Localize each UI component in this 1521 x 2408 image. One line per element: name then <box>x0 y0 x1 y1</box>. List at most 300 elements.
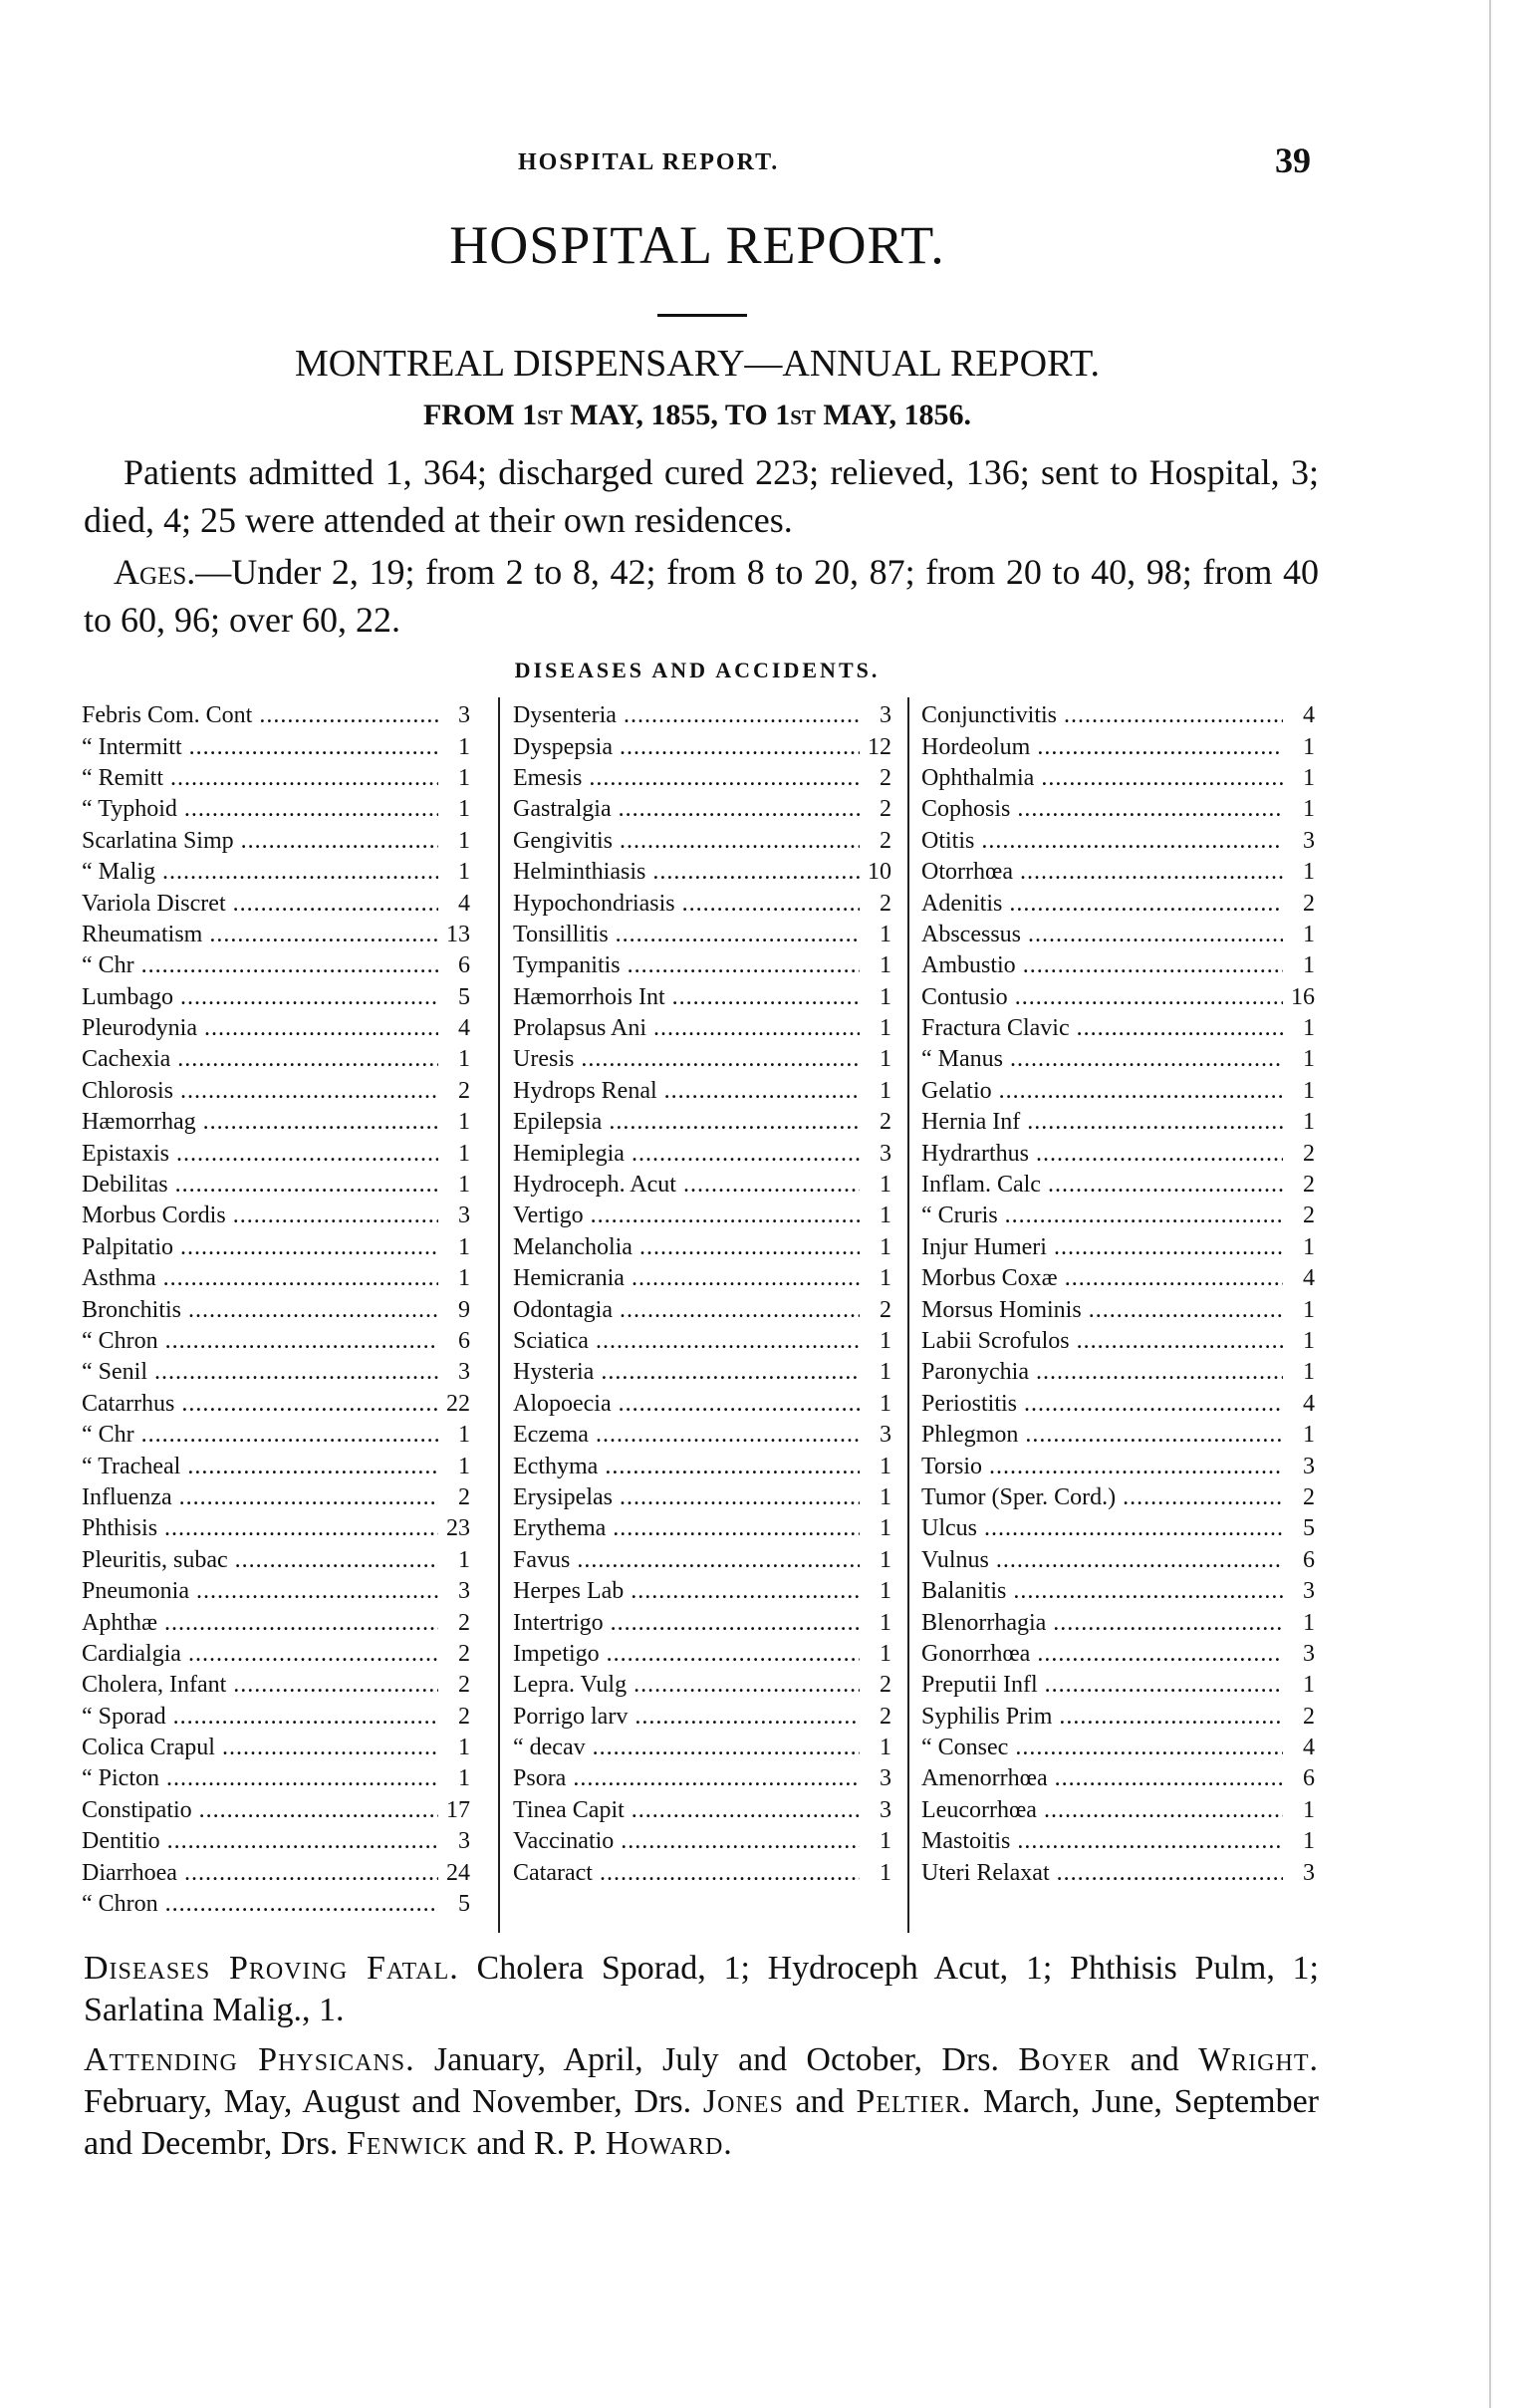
disease-name: Asthma ..... <box>82 1265 438 1292</box>
attending-lead: Attending Physicans. <box>84 2041 415 2078</box>
disease-name: Ecthyma ..... <box>513 1454 860 1480</box>
disease-name: Labii Scrofulos ..... <box>921 1328 1283 1355</box>
table-row <box>513 1576 891 1607</box>
disease-name: Herpes Lab ..... <box>513 1578 860 1605</box>
case-count: 2 <box>1303 1703 1315 1730</box>
table-row <box>513 1201 891 1231</box>
case-count: 2 <box>880 1109 891 1136</box>
disease-name: Aphthæ ..... <box>82 1610 438 1637</box>
table-row <box>921 1795 1315 1826</box>
case-count: 1 <box>458 1046 470 1073</box>
table-row <box>921 826 1315 857</box>
case-count: 1 <box>1303 1046 1315 1073</box>
case-count: 3 <box>880 1796 891 1823</box>
table-row <box>513 1232 891 1263</box>
disease-name: Hemicrania ..... <box>513 1265 860 1292</box>
case-count: 2 <box>1303 890 1315 917</box>
table-row <box>513 1044 891 1075</box>
table-row <box>82 763 470 794</box>
table-row <box>82 950 470 981</box>
disease-name: Cachexia ..... <box>82 1046 438 1073</box>
disease-name: Cardialgia ..... <box>82 1641 438 1668</box>
disease-name: Ulcus ..... <box>921 1515 1283 1542</box>
case-count: 1 <box>458 827 470 854</box>
case-count: 16 <box>1291 983 1315 1010</box>
disease-name: Ambustio ..... <box>921 952 1283 979</box>
disease-name: “ Consec ..... <box>921 1735 1283 1761</box>
disease-name: “ Remitt ..... <box>82 765 438 792</box>
case-count: 1 <box>880 1735 891 1761</box>
physician-name: Boyer <box>1018 2041 1112 2078</box>
table-row <box>513 826 891 857</box>
disease-name: “ Tracheal ..... <box>82 1454 438 1480</box>
table-row <box>82 1545 470 1576</box>
case-count: 1 <box>1303 1359 1315 1386</box>
disease-name: Epistaxis ..... <box>82 1141 438 1168</box>
disease-name: Balanitis ..... <box>921 1578 1283 1605</box>
case-count: 1 <box>458 1172 470 1199</box>
table-row <box>513 1607 891 1638</box>
table-row <box>513 1451 891 1481</box>
table-row <box>921 1170 1315 1201</box>
table-row <box>82 1607 470 1638</box>
disease-name: Erythema ..... <box>513 1515 860 1542</box>
case-count: 3 <box>458 1359 470 1386</box>
disease-name: Alopoecia ..... <box>513 1391 860 1418</box>
table-row <box>82 920 470 950</box>
case-count: 2 <box>1303 1483 1315 1510</box>
case-count: 1 <box>1303 1109 1315 1136</box>
table-row <box>921 1389 1315 1420</box>
column-divider <box>498 697 500 1933</box>
case-count: 9 <box>458 1296 470 1323</box>
disease-name: Morbus Coxæ ..... <box>921 1265 1283 1292</box>
disease-name: Dentitio ..... <box>82 1828 438 1855</box>
disease-name: “ decav ..... <box>513 1735 860 1761</box>
disease-name: Syphilis Prim ..... <box>921 1704 1283 1731</box>
case-count: 2 <box>880 890 891 917</box>
table-row <box>921 920 1315 950</box>
case-count: 2 <box>880 1672 891 1699</box>
table-row <box>513 1670 891 1701</box>
physician-name: Fenwick <box>346 2125 468 2162</box>
disease-name: Pneumonia ..... <box>82 1578 438 1605</box>
case-count: 2 <box>1303 1203 1315 1229</box>
disease-name: “ Typhoid ..... <box>82 796 438 823</box>
case-count: 1 <box>880 1077 891 1104</box>
case-count: 5 <box>458 1891 470 1918</box>
disease-name: Lepra. Vulg ..... <box>513 1672 860 1699</box>
disease-name: Catarrhus ..... <box>82 1391 438 1418</box>
disease-name: Hordeolum ..... <box>921 734 1283 761</box>
table-row <box>82 731 470 762</box>
case-count: 2 <box>880 1296 891 1323</box>
disease-name: “ Malig ..... <box>82 859 438 886</box>
disease-name: Rheumatism ..... <box>82 922 438 948</box>
disease-name: Uteri Relaxat ..... <box>921 1860 1283 1887</box>
table-row <box>82 1702 470 1733</box>
disease-name: Tonsillitis ..... <box>513 922 860 948</box>
case-count: 2 <box>880 764 891 791</box>
disease-name: Hæmorrhag ..... <box>82 1109 438 1136</box>
disease-name: Contusio ..... <box>921 984 1283 1011</box>
table-row <box>82 1513 470 1544</box>
ages-text: —Under 2, 19; from 2 to 8, 42; from 8 to 20, 87; from 20 to 40, 98; from 40 to 60, 96; over 60, 22. <box>84 552 1319 640</box>
attending-text: February, May, August and November, Drs. <box>84 2083 703 2120</box>
case-count: 12 <box>868 733 891 760</box>
case-count: 1 <box>1303 1422 1315 1449</box>
case-count: 4 <box>1303 702 1315 729</box>
table-row <box>513 700 891 731</box>
case-count: 3 <box>458 702 470 729</box>
disease-name: “ Picton ..... <box>82 1765 438 1792</box>
table-row <box>921 1451 1315 1481</box>
case-count: 1 <box>1303 1828 1315 1855</box>
table-row <box>82 700 470 731</box>
disease-name: Tumor (Sper. Cord.) ..... <box>921 1484 1283 1511</box>
case-count: 3 <box>1303 1859 1315 1886</box>
case-count: 1 <box>458 1265 470 1292</box>
disease-name: Gastralgia ..... <box>513 796 860 823</box>
disease-name: Bronchitis ..... <box>82 1297 438 1324</box>
case-count: 1 <box>458 764 470 791</box>
disease-name: Helminthiasis ..... <box>513 859 860 886</box>
case-count: 1 <box>1303 1077 1315 1104</box>
table-row <box>921 1107 1315 1138</box>
case-count: 4 <box>1303 1390 1315 1417</box>
table-row <box>82 1451 470 1481</box>
case-count: 1 <box>1303 796 1315 823</box>
disease-name: Ophthalmia ..... <box>921 765 1283 792</box>
disease-name: “ Manus ..... <box>921 1046 1283 1073</box>
case-count: 1 <box>458 1422 470 1449</box>
disease-column-1 <box>82 700 470 1920</box>
table-row <box>921 1294 1315 1325</box>
disease-name: Diarrhoea ..... <box>82 1860 438 1887</box>
case-count: 3 <box>1303 1453 1315 1479</box>
disease-name: Vertigo ..... <box>513 1203 860 1229</box>
case-count: 1 <box>458 1233 470 1260</box>
disease-name: Scarlatina Simp ..... <box>82 828 438 855</box>
table-row <box>82 1826 470 1857</box>
disease-name: Debilitas ..... <box>82 1172 438 1199</box>
case-count: 6 <box>1303 1546 1315 1573</box>
physician-name: Wright. <box>1198 2041 1319 2078</box>
case-count: 1 <box>458 1735 470 1761</box>
table-row <box>513 1263 891 1294</box>
case-count: 1 <box>458 1140 470 1167</box>
disease-name: “ Chr ..... <box>82 1422 438 1449</box>
table-row <box>82 1482 470 1513</box>
disease-name: Abscessus ..... <box>921 922 1283 948</box>
case-count: 17 <box>446 1796 470 1823</box>
disease-name: Dyspepsia ..... <box>513 734 860 761</box>
case-count: 1 <box>1303 764 1315 791</box>
table-row <box>513 857 891 888</box>
disease-name: Otorrhœa ..... <box>921 859 1283 886</box>
disease-name: Influenza ..... <box>82 1484 438 1511</box>
table-row <box>921 950 1315 981</box>
table-row <box>82 1326 470 1357</box>
disease-name: Odontagia ..... <box>513 1297 860 1324</box>
table-row <box>82 1294 470 1325</box>
table-row <box>82 1263 470 1294</box>
case-count: 2 <box>458 1609 470 1636</box>
disease-name: Dysenteria ..... <box>513 702 860 729</box>
disease-name: Leucorrhœa ..... <box>921 1797 1283 1824</box>
table-row <box>921 1420 1315 1451</box>
case-count: 1 <box>880 1046 891 1073</box>
table-row <box>921 1357 1315 1388</box>
disease-name: Fractura Clavic ..... <box>921 1015 1283 1042</box>
disease-name: Pleurodynia ..... <box>82 1015 438 1042</box>
table-row <box>82 826 470 857</box>
case-count: 1 <box>1303 1328 1315 1354</box>
disease-name: “ Intermitt ..... <box>82 734 438 761</box>
case-count: 23 <box>446 1515 470 1542</box>
table-row <box>921 1482 1315 1513</box>
disease-name: Tinea Capit ..... <box>513 1797 860 1824</box>
table-row <box>513 1545 891 1576</box>
table-row <box>513 1138 891 1169</box>
table-row <box>921 888 1315 919</box>
disease-column-2 <box>513 700 891 1889</box>
case-count: 1 <box>458 733 470 760</box>
summary-paragraph: Patients admitted 1, 364; discharged cured 223; relieved, 136; sent to Hospital, 3; died, 4; 25 were attended at their own residences. <box>84 452 1319 540</box>
case-count: 1 <box>880 1578 891 1605</box>
case-count: 1 <box>458 1546 470 1573</box>
table-row <box>921 1733 1315 1763</box>
table-row <box>513 1107 891 1138</box>
case-count: 3 <box>458 1203 470 1229</box>
table-row <box>921 1044 1315 1075</box>
table-row <box>921 1263 1315 1294</box>
table-row <box>513 1357 891 1388</box>
attending-text: March, June, September and Decembr, Drs. <box>84 2083 1319 2162</box>
table-row <box>921 857 1315 888</box>
case-count: 1 <box>1303 1672 1315 1699</box>
case-count: 3 <box>458 1578 470 1605</box>
disease-name: “ Chron ..... <box>82 1328 438 1355</box>
disease-name: Vaccinatio ..... <box>513 1828 860 1855</box>
case-count: 1 <box>1303 1233 1315 1260</box>
case-count: 22 <box>446 1390 470 1417</box>
case-count: 2 <box>458 1672 470 1699</box>
case-count: 2 <box>1303 1140 1315 1167</box>
table-row <box>921 1201 1315 1231</box>
case-count: 1 <box>458 859 470 886</box>
page-edge-line <box>1489 0 1491 2408</box>
case-count: 2 <box>458 1483 470 1510</box>
table-row <box>82 1670 470 1701</box>
case-count: 2 <box>880 796 891 823</box>
table-row <box>513 888 891 919</box>
case-count: 1 <box>1303 1609 1315 1636</box>
disease-name: Cataract ..... <box>513 1860 860 1887</box>
disease-name: “ Cruris ..... <box>921 1203 1283 1229</box>
case-count: 2 <box>458 1703 470 1730</box>
page-title: HOSPITAL REPORT. <box>449 215 945 275</box>
table-row <box>82 1076 470 1107</box>
disease-name: Phlegmon ..... <box>921 1422 1283 1449</box>
disease-name: Vulnus ..... <box>921 1547 1283 1574</box>
attending-text: and <box>783 2083 857 2120</box>
table-row <box>513 1170 891 1201</box>
table-row <box>921 1076 1315 1107</box>
table-row <box>921 982 1315 1013</box>
fatal-lead: Diseases Proving Fatal. <box>84 1950 459 1987</box>
case-count: 2 <box>880 1703 891 1730</box>
case-count: 1 <box>880 1546 891 1573</box>
table-row <box>513 1482 891 1513</box>
table-row <box>82 1733 470 1763</box>
table-row <box>921 1513 1315 1544</box>
table-row <box>82 1795 470 1826</box>
disease-column-3 <box>921 700 1315 1889</box>
table-row <box>82 1013 470 1044</box>
case-count: 1 <box>880 1233 891 1260</box>
disease-name: Otitis ..... <box>921 828 1283 855</box>
case-count: 1 <box>880 1453 891 1479</box>
table-row <box>513 763 891 794</box>
disease-name: Tympanitis ..... <box>513 952 860 979</box>
physician-name: Peltier. <box>856 2083 972 2120</box>
case-count: 13 <box>446 921 470 947</box>
disease-name: Pleuritis, subac ..... <box>82 1547 438 1574</box>
table-row <box>921 700 1315 731</box>
disease-name: Intertrigo ..... <box>513 1610 860 1637</box>
disease-name: Porrigo larv ..... <box>513 1704 860 1731</box>
case-count: 1 <box>458 1453 470 1479</box>
case-count: 1 <box>880 1015 891 1042</box>
case-count: 1 <box>458 1765 470 1792</box>
table-row <box>82 888 470 919</box>
table-row <box>921 1607 1315 1638</box>
case-count: 1 <box>880 1328 891 1354</box>
table-row <box>921 1545 1315 1576</box>
table-row <box>513 1795 891 1826</box>
case-count: 1 <box>880 952 891 979</box>
table-row <box>513 1294 891 1325</box>
case-count: 3 <box>880 1765 891 1792</box>
case-count: 1 <box>880 1172 891 1199</box>
table-row <box>82 1357 470 1388</box>
table-row <box>513 794 891 825</box>
table-row <box>82 1639 470 1670</box>
case-count: 2 <box>880 827 891 854</box>
case-count: 3 <box>880 702 891 729</box>
ages-paragraph <box>84 548 1319 644</box>
table-row <box>82 794 470 825</box>
disease-name: Prolapsus Ani ..... <box>513 1015 860 1042</box>
table-row <box>921 1013 1315 1044</box>
case-count: 4 <box>458 890 470 917</box>
case-count: 2 <box>458 1077 470 1104</box>
table-row <box>921 1639 1315 1670</box>
table-row <box>82 1044 470 1075</box>
table-row <box>921 794 1315 825</box>
disease-name: Gengivitis ..... <box>513 828 860 855</box>
disease-name: Chlorosis ..... <box>82 1078 438 1105</box>
case-count: 1 <box>880 1515 891 1542</box>
case-count: 3 <box>1303 1578 1315 1605</box>
table-row <box>921 1576 1315 1607</box>
table-row <box>921 731 1315 762</box>
table-row <box>513 1389 891 1420</box>
disease-name: Palpitatio ..... <box>82 1234 438 1261</box>
table-row <box>513 1826 891 1857</box>
table-row <box>82 1857 470 1888</box>
case-count: 1 <box>1303 1015 1315 1042</box>
disease-name: Favus ..... <box>513 1547 860 1574</box>
table-heading: DISEASES AND ACCIDENTS. <box>514 658 881 682</box>
disease-name: Hypochondriasis ..... <box>513 891 860 918</box>
case-count: 3 <box>880 1140 891 1167</box>
table-row <box>921 1232 1315 1263</box>
attending-text: and R. P. <box>467 2125 606 2162</box>
table-row <box>82 1763 470 1794</box>
case-count: 1 <box>1303 921 1315 947</box>
case-count: 1 <box>1303 1796 1315 1823</box>
case-count: 1 <box>880 1265 891 1292</box>
running-head: HOSPITAL REPORT. <box>518 149 780 175</box>
table-row <box>513 1733 891 1763</box>
disease-name: Torsio ..... <box>921 1454 1283 1480</box>
disease-name: Hysteria ..... <box>513 1359 860 1386</box>
disease-name: Psora ..... <box>513 1765 860 1792</box>
table-row <box>921 1763 1315 1794</box>
case-count: 1 <box>880 1390 891 1417</box>
disease-name: Uresis ..... <box>513 1046 860 1073</box>
table-row <box>513 1857 891 1888</box>
table-row <box>513 920 891 950</box>
case-count: 1 <box>880 1483 891 1510</box>
physician-name: Jones <box>702 2083 784 2120</box>
table-row <box>82 1420 470 1451</box>
disease-name: “ Chr ..... <box>82 952 438 979</box>
disease-name: Blenorrhagia ..... <box>921 1610 1283 1637</box>
case-count: 1 <box>880 1859 891 1886</box>
case-count: 1 <box>880 983 891 1010</box>
case-count: 2 <box>1303 1172 1315 1199</box>
fatal-text: Cholera Sporad, 1; Hydroceph Acut, 1; Phthisis Pulm, 1; Sarlatina Malig., 1. <box>84 1950 1320 2028</box>
table-row <box>921 763 1315 794</box>
disease-name: Adenitis ..... <box>921 891 1283 918</box>
table-row <box>513 1513 891 1544</box>
case-count: 3 <box>880 1422 891 1449</box>
disease-name: Hernia Inf ..... <box>921 1109 1283 1136</box>
table-row <box>82 1889 470 1920</box>
page-number: 39 <box>1275 140 1311 180</box>
table-row <box>921 1702 1315 1733</box>
table-row <box>82 1576 470 1607</box>
disease-name: Paronychia ..... <box>921 1359 1283 1386</box>
table-row <box>921 1138 1315 1169</box>
case-count: 1 <box>1303 859 1315 886</box>
case-count: 1 <box>880 1640 891 1667</box>
ages-lead: Ages. <box>114 552 196 592</box>
table-row <box>513 1763 891 1794</box>
case-count: 1 <box>880 1359 891 1386</box>
disease-name: Variola Discret ..... <box>82 891 438 918</box>
case-count: 1 <box>458 1109 470 1136</box>
table-row <box>513 1702 891 1733</box>
case-count: 1 <box>1303 1296 1315 1323</box>
report-dates: FROM 1st MAY, 1855, TO 1st MAY, 1856. <box>422 399 972 431</box>
case-count: 6 <box>1303 1765 1315 1792</box>
case-count: 1 <box>880 1203 891 1229</box>
case-count: 24 <box>446 1859 470 1886</box>
